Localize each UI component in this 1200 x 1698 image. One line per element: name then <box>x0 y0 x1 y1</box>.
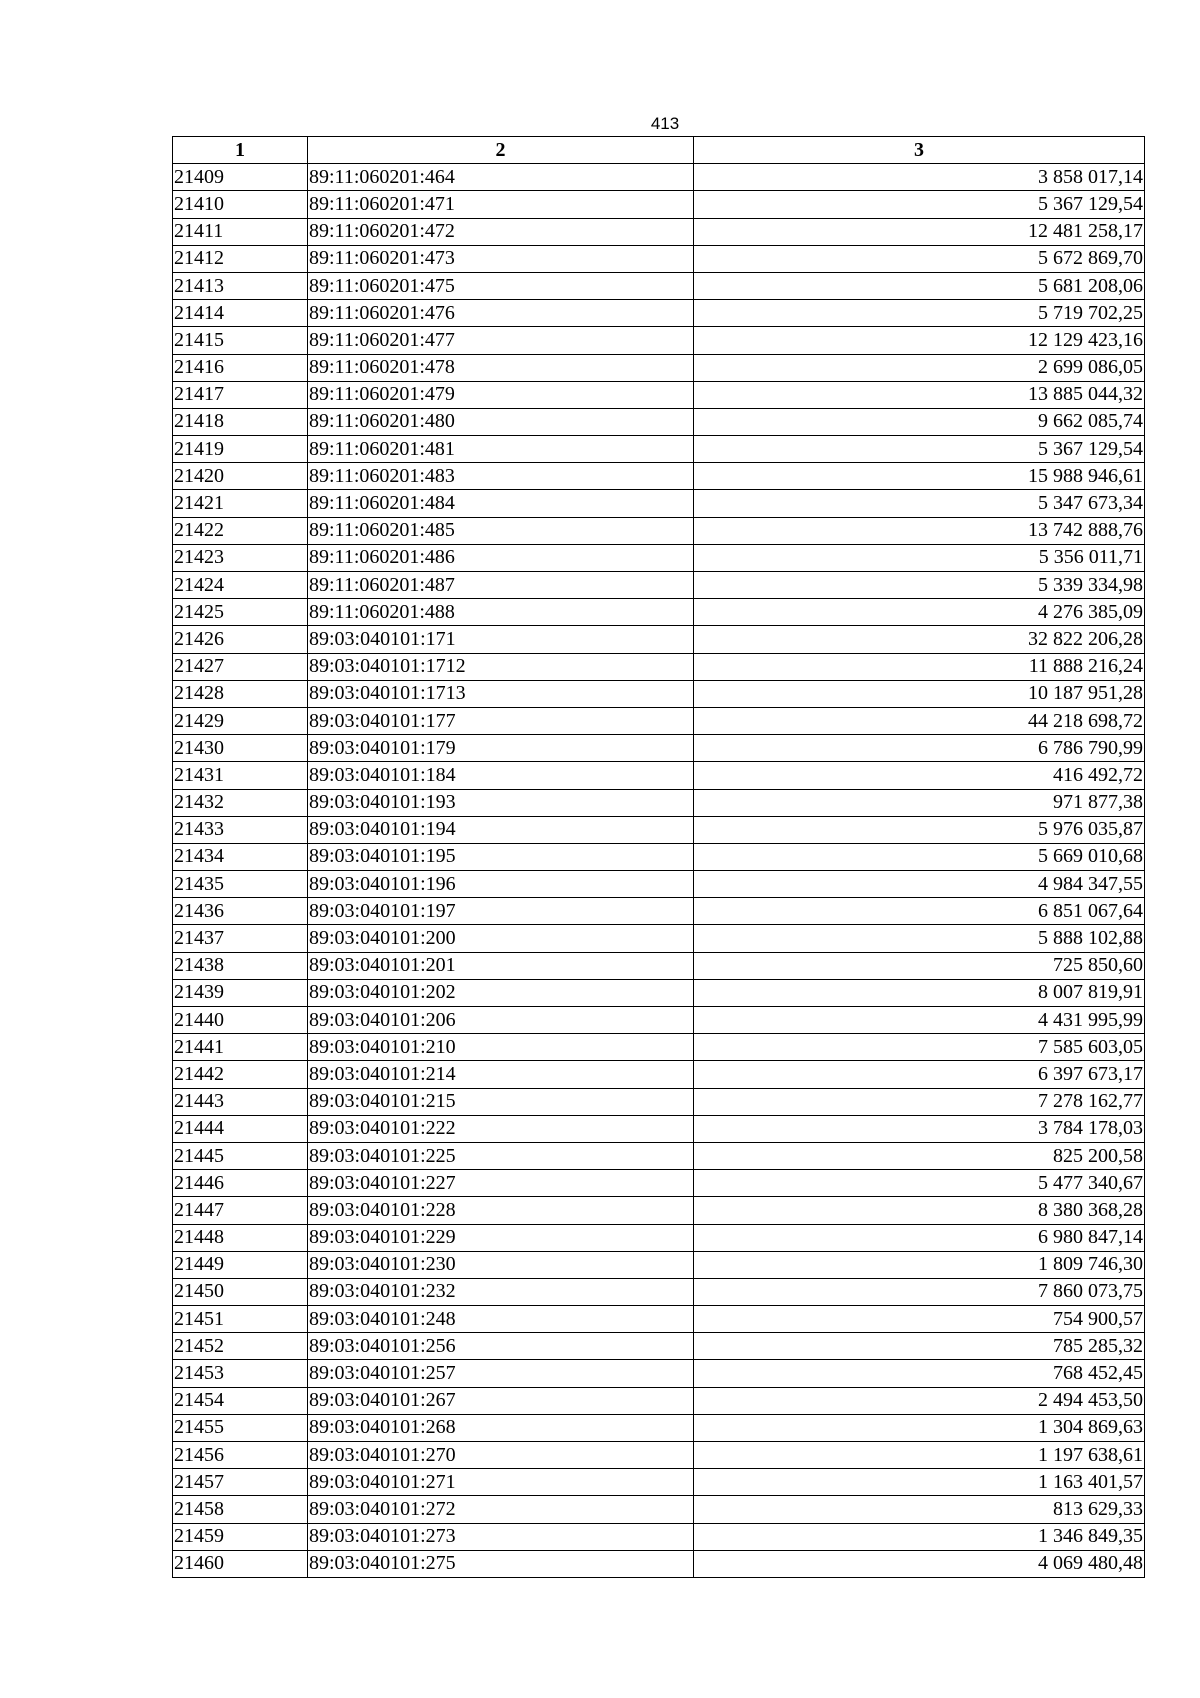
row-number-cell: 21437 <box>173 925 308 952</box>
table-row <box>173 436 1145 463</box>
cadastral-number-cell: 89:03:040101:171 <box>308 626 694 653</box>
table-row <box>173 1197 1145 1224</box>
value-cell: 3 858 017,14 <box>694 164 1145 191</box>
cadastral-number-cell: 89:03:040101:200 <box>308 925 694 952</box>
row-number-cell: 21440 <box>173 1007 308 1034</box>
cadastral-number-cell: 89:03:040101:196 <box>308 871 694 898</box>
row-number-cell: 21446 <box>173 1170 308 1197</box>
row-number-cell: 21423 <box>173 544 308 571</box>
table-row <box>173 1034 1145 1061</box>
value-cell: 11 888 216,24 <box>694 653 1145 680</box>
row-number-cell: 21416 <box>173 354 308 381</box>
row-number-cell: 21410 <box>173 191 308 218</box>
row-number-cell: 21412 <box>173 245 308 272</box>
cadastral-number-cell: 89:03:040101:268 <box>308 1414 694 1441</box>
row-number-cell: 21413 <box>173 272 308 299</box>
table-row <box>173 408 1145 435</box>
cadastral-number-cell: 89:11:060201:487 <box>308 572 694 599</box>
table-row <box>173 381 1145 408</box>
table-row <box>173 327 1145 354</box>
row-number-cell: 21443 <box>173 1088 308 1115</box>
table-row <box>173 925 1145 952</box>
value-cell: 813 629,33 <box>694 1496 1145 1523</box>
row-number-cell: 21441 <box>173 1034 308 1061</box>
table-row <box>173 762 1145 789</box>
row-number-cell: 21449 <box>173 1251 308 1278</box>
row-number-cell: 21451 <box>173 1306 308 1333</box>
table-row <box>173 191 1145 218</box>
cadastral-number-cell: 89:03:040101:228 <box>308 1197 694 1224</box>
table-row <box>173 952 1145 979</box>
row-number-cell: 21432 <box>173 789 308 816</box>
table-row <box>173 898 1145 925</box>
cadastral-number-cell: 89:11:060201:475 <box>308 272 694 299</box>
cadastral-number-cell: 89:03:040101:230 <box>308 1251 694 1278</box>
row-number-cell: 21456 <box>173 1442 308 1469</box>
table-row <box>173 1469 1145 1496</box>
value-cell: 785 285,32 <box>694 1333 1145 1360</box>
table-row <box>173 1414 1145 1441</box>
cadastral-number-cell: 89:03:040101:184 <box>308 762 694 789</box>
value-cell: 2 699 086,05 <box>694 354 1145 381</box>
cadastral-number-cell: 89:11:060201:476 <box>308 300 694 327</box>
table-row <box>173 1251 1145 1278</box>
value-cell: 8 380 368,28 <box>694 1197 1145 1224</box>
value-cell: 5 347 673,34 <box>694 490 1145 517</box>
row-number-cell: 21435 <box>173 871 308 898</box>
column-header-3: 3 <box>694 137 1145 164</box>
row-number-cell: 21419 <box>173 436 308 463</box>
table-row <box>173 1115 1145 1142</box>
value-cell: 2 494 453,50 <box>694 1387 1145 1414</box>
row-number-cell: 21425 <box>173 599 308 626</box>
value-cell: 3 784 178,03 <box>694 1115 1145 1142</box>
cadastral-number-cell: 89:11:060201:484 <box>308 490 694 517</box>
value-cell: 13 742 888,76 <box>694 517 1145 544</box>
table-row <box>173 463 1145 490</box>
table-row <box>173 843 1145 870</box>
cadastral-number-cell: 89:11:060201:471 <box>308 191 694 218</box>
value-cell: 5 367 129,54 <box>694 191 1145 218</box>
cadastral-number-cell: 89:11:060201:488 <box>308 599 694 626</box>
cadastral-number-cell: 89:03:040101:195 <box>308 843 694 870</box>
column-header-1: 1 <box>173 137 308 164</box>
cadastral-number-cell: 89:03:040101:232 <box>308 1278 694 1305</box>
row-number-cell: 21450 <box>173 1278 308 1305</box>
value-cell: 5 681 208,06 <box>694 272 1145 299</box>
table-row <box>173 680 1145 707</box>
cadastral-number-cell: 89:11:060201:473 <box>308 245 694 272</box>
row-number-cell: 21457 <box>173 1469 308 1496</box>
value-cell: 15 988 946,61 <box>694 463 1145 490</box>
table-row <box>173 1007 1145 1034</box>
value-cell: 725 850,60 <box>694 952 1145 979</box>
cadastral-number-cell: 89:11:060201:486 <box>308 544 694 571</box>
value-cell: 825 200,58 <box>694 1142 1145 1169</box>
row-number-cell: 21445 <box>173 1142 308 1169</box>
row-number-cell: 21420 <box>173 463 308 490</box>
cadastral-number-cell: 89:03:040101:271 <box>308 1469 694 1496</box>
table-row <box>173 871 1145 898</box>
row-number-cell: 21417 <box>173 381 308 408</box>
row-number-cell: 21438 <box>173 952 308 979</box>
cadastral-number-cell: 89:03:040101:201 <box>308 952 694 979</box>
table-row <box>173 1442 1145 1469</box>
table-row <box>173 1224 1145 1251</box>
value-cell: 9 662 085,74 <box>694 408 1145 435</box>
row-number-cell: 21427 <box>173 653 308 680</box>
cadastral-number-cell: 89:11:060201:478 <box>308 354 694 381</box>
cadastral-number-cell: 89:03:040101:206 <box>308 1007 694 1034</box>
table-row <box>173 653 1145 680</box>
value-cell: 1 809 746,30 <box>694 1251 1145 1278</box>
cadastral-number-cell: 89:11:060201:477 <box>308 327 694 354</box>
table-row <box>173 572 1145 599</box>
column-header-2: 2 <box>308 137 694 164</box>
cadastral-number-cell: 89:11:060201:479 <box>308 381 694 408</box>
row-number-cell: 21426 <box>173 626 308 653</box>
header-row <box>173 137 1145 164</box>
row-number-cell: 21409 <box>173 164 308 191</box>
cadastral-number-cell: 89:03:040101:272 <box>308 1496 694 1523</box>
value-cell: 1 346 849,35 <box>694 1523 1145 1550</box>
table-row <box>173 1387 1145 1414</box>
cadastral-number-cell: 89:03:040101:177 <box>308 707 694 734</box>
value-cell: 768 452,45 <box>694 1360 1145 1387</box>
cadastral-number-cell: 89:03:040101:179 <box>308 735 694 762</box>
cadastral-number-cell: 89:03:040101:225 <box>308 1142 694 1169</box>
table-row <box>173 1523 1145 1550</box>
value-cell: 5 669 010,68 <box>694 843 1145 870</box>
value-cell: 6 851 067,64 <box>694 898 1145 925</box>
table-row <box>173 816 1145 843</box>
row-number-cell: 21429 <box>173 707 308 734</box>
value-cell: 4 276 385,09 <box>694 599 1145 626</box>
row-number-cell: 21422 <box>173 517 308 544</box>
table-row <box>173 707 1145 734</box>
cadastral-number-cell: 89:11:060201:481 <box>308 436 694 463</box>
cadastral-number-cell: 89:03:040101:227 <box>308 1170 694 1197</box>
row-number-cell: 21455 <box>173 1414 308 1441</box>
table-header <box>173 137 1145 164</box>
cadastral-number-cell: 89:03:040101:194 <box>308 816 694 843</box>
cadastral-number-cell: 89:03:040101:1713 <box>308 680 694 707</box>
cadastral-number-cell: 89:03:040101:273 <box>308 1523 694 1550</box>
value-cell: 4 069 480,48 <box>694 1550 1145 1577</box>
value-cell: 7 860 073,75 <box>694 1278 1145 1305</box>
value-cell: 6 786 790,99 <box>694 735 1145 762</box>
row-number-cell: 21411 <box>173 218 308 245</box>
cadastral-number-cell: 89:03:040101:267 <box>308 1387 694 1414</box>
table-row <box>173 164 1145 191</box>
page-number: 413 <box>650 114 680 133</box>
table-row <box>173 1550 1145 1577</box>
cadastral-number-cell: 89:03:040101:222 <box>308 1115 694 1142</box>
row-number-cell: 21458 <box>173 1496 308 1523</box>
value-cell: 5 367 129,54 <box>694 436 1145 463</box>
value-cell: 32 822 206,28 <box>694 626 1145 653</box>
row-number-cell: 21444 <box>173 1115 308 1142</box>
table-row <box>173 1142 1145 1169</box>
value-cell: 416 492,72 <box>694 762 1145 789</box>
cadastral-number-cell: 89:03:040101:229 <box>308 1224 694 1251</box>
cadastral-number-cell: 89:03:040101:193 <box>308 789 694 816</box>
table-row <box>173 1496 1145 1523</box>
value-cell: 7 278 162,77 <box>694 1088 1145 1115</box>
table-row <box>173 626 1145 653</box>
table-row <box>173 735 1145 762</box>
cadastral-number-cell: 89:03:040101:275 <box>308 1550 694 1577</box>
cadastral-number-cell: 89:03:040101:248 <box>308 1306 694 1333</box>
row-number-cell: 21452 <box>173 1333 308 1360</box>
value-cell: 5 477 340,67 <box>694 1170 1145 1197</box>
registry-table <box>172 136 1145 1578</box>
row-number-cell: 21424 <box>173 572 308 599</box>
cadastral-number-cell: 89:03:040101:215 <box>308 1088 694 1115</box>
table-row <box>173 218 1145 245</box>
row-number-cell: 21433 <box>173 816 308 843</box>
row-number-cell: 21448 <box>173 1224 308 1251</box>
table-row <box>173 979 1145 1006</box>
cadastral-number-cell: 89:03:040101:257 <box>308 1360 694 1387</box>
value-cell: 1 163 401,57 <box>694 1469 1145 1496</box>
row-number-cell: 21459 <box>173 1523 308 1550</box>
row-number-cell: 21447 <box>173 1197 308 1224</box>
row-number-cell: 21414 <box>173 300 308 327</box>
row-number-cell: 21428 <box>173 680 308 707</box>
value-cell: 5 356 011,71 <box>694 544 1145 571</box>
value-cell: 5 339 334,98 <box>694 572 1145 599</box>
table-row <box>173 1333 1145 1360</box>
table-row <box>173 517 1145 544</box>
row-number-cell: 21453 <box>173 1360 308 1387</box>
row-number-cell: 21418 <box>173 408 308 435</box>
table-row <box>173 1088 1145 1115</box>
value-cell: 1 197 638,61 <box>694 1442 1145 1469</box>
row-number-cell: 21439 <box>173 979 308 1006</box>
value-cell: 5 976 035,87 <box>694 816 1145 843</box>
row-number-cell: 21460 <box>173 1550 308 1577</box>
cadastral-number-cell: 89:03:040101:214 <box>308 1061 694 1088</box>
row-number-cell: 21431 <box>173 762 308 789</box>
table-row <box>173 300 1145 327</box>
value-cell: 44 218 698,72 <box>694 707 1145 734</box>
table-row <box>173 544 1145 571</box>
cadastral-number-cell: 89:11:060201:464 <box>308 164 694 191</box>
value-cell: 6 397 673,17 <box>694 1061 1145 1088</box>
row-number-cell: 21415 <box>173 327 308 354</box>
value-cell: 10 187 951,28 <box>694 680 1145 707</box>
value-cell: 4 984 347,55 <box>694 871 1145 898</box>
value-cell: 4 431 995,99 <box>694 1007 1145 1034</box>
value-cell: 7 585 603,05 <box>694 1034 1145 1061</box>
table-row <box>173 599 1145 626</box>
table-row <box>173 490 1145 517</box>
value-cell: 1 304 869,63 <box>694 1414 1145 1441</box>
cadastral-number-cell: 89:03:040101:197 <box>308 898 694 925</box>
cadastral-number-cell: 89:11:060201:483 <box>308 463 694 490</box>
value-cell: 8 007 819,91 <box>694 979 1145 1006</box>
cadastral-number-cell: 89:03:040101:202 <box>308 979 694 1006</box>
cadastral-number-cell: 89:11:060201:480 <box>308 408 694 435</box>
row-number-cell: 21421 <box>173 490 308 517</box>
value-cell: 12 129 423,16 <box>694 327 1145 354</box>
table-body <box>173 164 1145 1578</box>
table-row <box>173 789 1145 816</box>
cadastral-number-cell: 89:11:060201:472 <box>308 218 694 245</box>
cadastral-number-cell: 89:03:040101:256 <box>308 1333 694 1360</box>
table-row <box>173 245 1145 272</box>
value-cell: 6 980 847,14 <box>694 1224 1145 1251</box>
cadastral-number-cell: 89:03:040101:270 <box>308 1442 694 1469</box>
cadastral-number-cell: 89:03:040101:210 <box>308 1034 694 1061</box>
row-number-cell: 21442 <box>173 1061 308 1088</box>
cadastral-number-cell: 89:03:040101:1712 <box>308 653 694 680</box>
table-row <box>173 1278 1145 1305</box>
table-row <box>173 272 1145 299</box>
cadastral-number-cell: 89:11:060201:485 <box>308 517 694 544</box>
row-number-cell: 21434 <box>173 843 308 870</box>
table-row <box>173 1061 1145 1088</box>
table-row <box>173 1360 1145 1387</box>
table-row <box>173 354 1145 381</box>
row-number-cell: 21430 <box>173 735 308 762</box>
table-row <box>173 1306 1145 1333</box>
value-cell: 13 885 044,32 <box>694 381 1145 408</box>
value-cell: 5 672 869,70 <box>694 245 1145 272</box>
value-cell: 971 877,38 <box>694 789 1145 816</box>
row-number-cell: 21454 <box>173 1387 308 1414</box>
table-row <box>173 1170 1145 1197</box>
value-cell: 12 481 258,17 <box>694 218 1145 245</box>
value-cell: 5 719 702,25 <box>694 300 1145 327</box>
value-cell: 754 900,57 <box>694 1306 1145 1333</box>
value-cell: 5 888 102,88 <box>694 925 1145 952</box>
row-number-cell: 21436 <box>173 898 308 925</box>
